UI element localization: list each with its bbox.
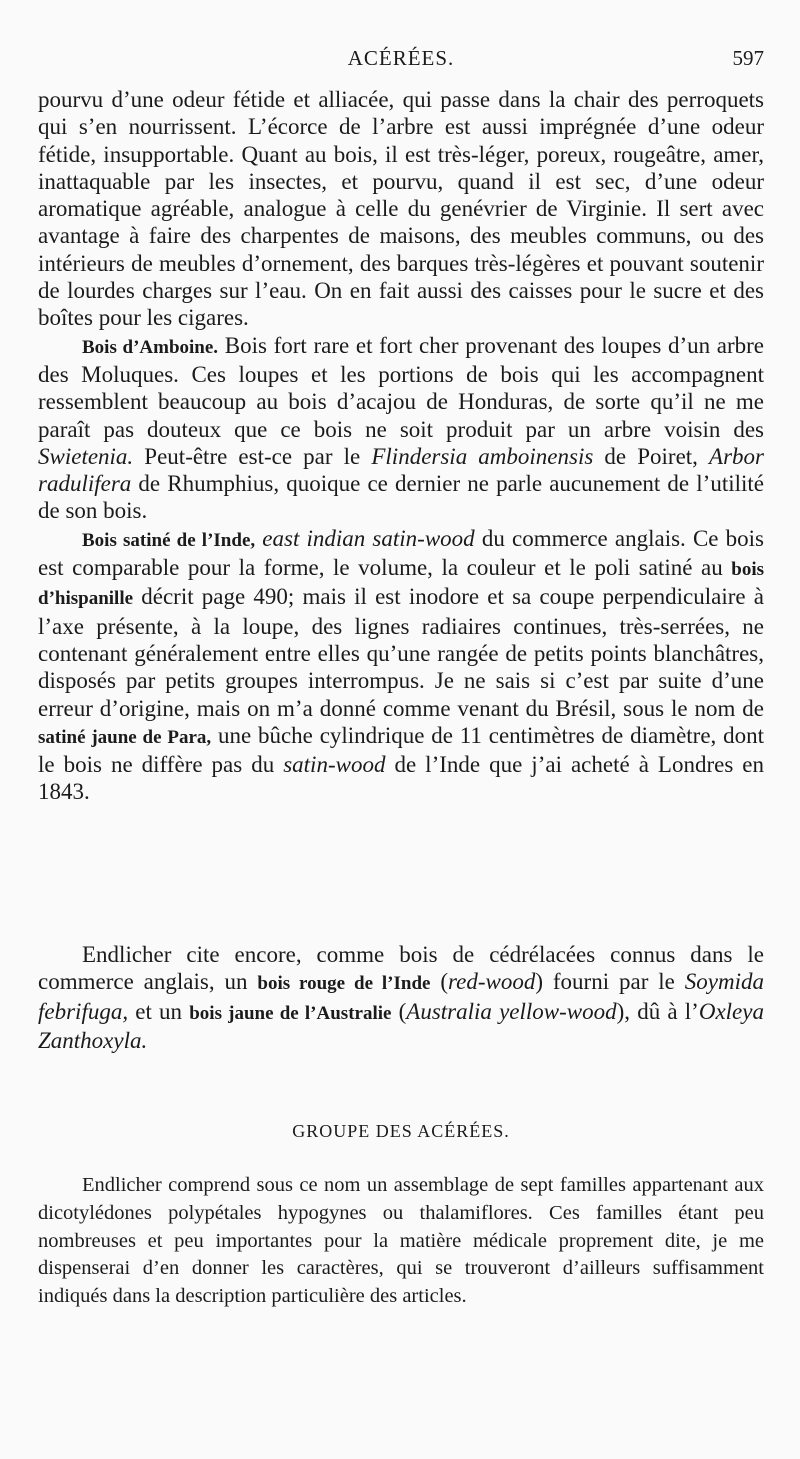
bold-term: bois jaune de l’Australie	[189, 1002, 392, 1024]
page-header	[38, 44, 764, 74]
text-run: ) fourni par le	[535, 969, 685, 995]
italic-name: red-wood	[448, 969, 536, 995]
section-heading: GROUPE DES ACÉRÉES.	[292, 1121, 510, 1141]
paragraph-groupe: Endlicher comprend sous ce nom un assemblage de sept familles appartenant aux dicotylédones polypétales hypogynes ou thalamiflores. Ces familles étant peu nombreuses et peu importantes pour la matière médicale proprement dite, je me dispenserai d’en donner les caractères, qui se trouveront d’ailleurs suffisamment indiqués dans la description particulière des articles.	[38, 1174, 764, 1308]
text-run: une bûche cylindrique de 11 centimètres de diamètre, dont le bois ne diffère pas du	[38, 722, 764, 778]
main-text	[38, 86, 764, 806]
text-run: de Rhumphius, quoique ce dernier ne parle aucunement de l’utilité de son bois.	[38, 471, 764, 524]
section-body	[38, 1172, 764, 1311]
text-run: Peut-être est-ce par le	[133, 443, 372, 469]
entry-term: Bois d’Amboine.	[82, 336, 219, 358]
text-run: de Poiret,	[593, 443, 710, 469]
text-run: (	[391, 998, 407, 1024]
text-run: décrit page 490; mais il est inodore et sa coupe perpendiculaire à l’axe présente, à la loupe, des lignes radiaires continues, très-serrées, ne contenant généralement entre elles qu’une rangée de petits points blanchâtres, disposés par petits groupes interrompus. Je ne sais si c’est par suite d’une erreur d’origine, mais on m’a donné comme venant du Brésil, sous le nom de	[38, 584, 764, 721]
italic-name: Swietenia.	[38, 443, 134, 469]
italic-name: Soymida febrifuga,	[38, 969, 764, 1024]
italic-name: satin-wood	[283, 752, 386, 778]
bold-term: bois d’hispanille	[38, 559, 764, 610]
text-run: de l’Inde que j’ai acheté à Londres en 1843.	[38, 752, 764, 805]
entry-term: Bois satiné de l’Inde,	[82, 529, 256, 551]
running-title: ACÉRÉES.	[347, 46, 455, 70]
text-run: du commerce anglais. Ce bois est comparable pour la forme, le volume, la couleur et le poli satiné au	[38, 525, 765, 581]
italic-name: east indian satin-wood	[262, 525, 475, 551]
italic-name: Australia yellow-wood	[406, 998, 617, 1024]
bold-term: satiné jaune de Para,	[38, 726, 212, 748]
bold-term: bois rouge de l’Inde	[257, 973, 431, 995]
italic-name: Oxleya Zanthoxyla.	[38, 998, 764, 1053]
italic-name: Flindersia amboinensis	[371, 443, 594, 469]
text-run: (	[430, 969, 449, 995]
text-run: Endlicher cite encore, comme bois de cédrélacées connus dans le commerce anglais, un	[38, 942, 764, 995]
paragraph-endlicher	[38, 941, 764, 1054]
text-run: Bois fort rare et fort cher provenant des loupes d’un arbre des Moluques. Ces loupes et les portions de bois qui les accompagnent ressemblent beaucoup au bois d’acajou de Honduras, de sorte qu’il ne me paraît pas douteux que ce bois ne soit produit par un arbre voisin des	[38, 332, 765, 442]
page-number: 597	[732, 46, 764, 70]
text-run: ), dû à l’	[616, 998, 699, 1024]
italic-name: Arbor radulifera	[38, 443, 764, 497]
paragraph-intro: pourvu d’une odeur fétide et alliacée, qui passe dans la chair des perroquets qui s’en nourrissent. L’écorce de l’arbre est aussi imprégnée d’une odeur fétide, insupportable. Quant au bois, il est très-léger, poreux, rougeâtre, amer, inattaquable par les insectes, et pourvu, quand il est sec, d’une odeur aromatique agréable, analogue à celle du genévrier de Virginie. Il sert avec avantage à faire des charpentes de maisons, des meubles communs, ou des intérieurs de meubles d’ornement, des barques très-légères et pouvant soutenir de lourdes charges sur l’eau. On en fait aussi des caisses pour le sucre et des boîtes pour les cigares.	[38, 87, 764, 331]
endlicher-paragraph-block	[38, 941, 764, 1054]
paragraph-bois-satine	[38, 525, 764, 806]
text-run: et un	[128, 998, 190, 1024]
paragraph-bois-amboine	[38, 332, 764, 525]
